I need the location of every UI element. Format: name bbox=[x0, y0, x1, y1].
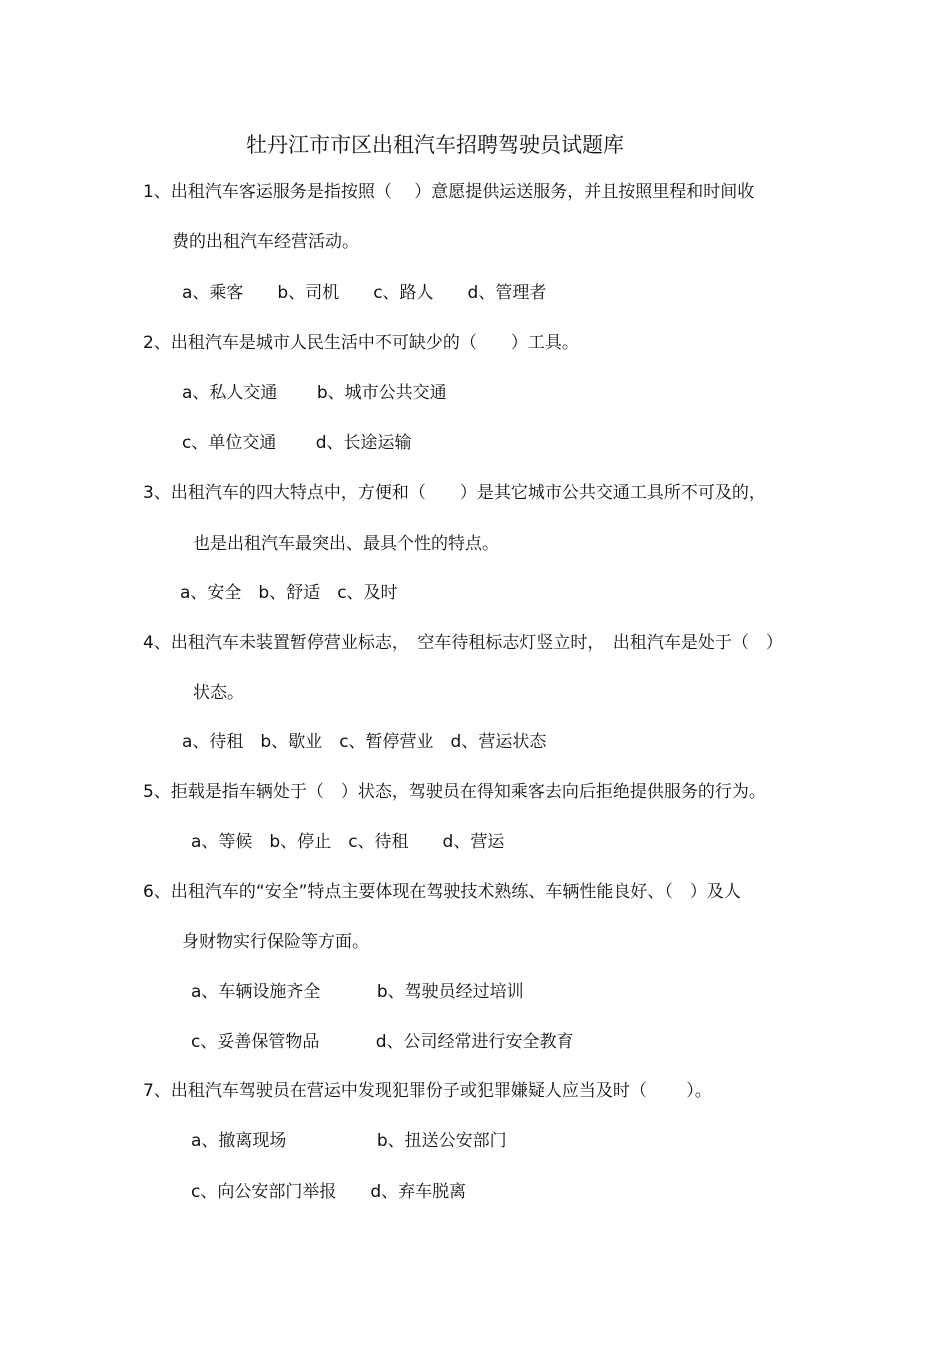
question-4-line-2: 状态。 bbox=[193, 683, 244, 703]
question-3-line-1: 3、出租汽车的四大特点中，方便和（ ）是其它城市公共交通工具所不可及的， bbox=[143, 483, 766, 503]
question-2-options-1: a、私人交通 b、城市公共交通 bbox=[182, 383, 447, 403]
question-7-options-2: c、向公安部门举报 d、弃车脱离 bbox=[191, 1182, 467, 1202]
question-6-options-2: c、妥善保管物品 d、公司经常进行安全教育 bbox=[191, 1032, 574, 1052]
document-title: 牡丹江市市区出租汽车招聘驾驶员试题库 bbox=[246, 133, 624, 157]
question-3-line-2: 也是出租汽车最突出、最具个性的特点。 bbox=[193, 534, 499, 554]
question-5-options: a、等候 b、停止 c、待租 d、营运 bbox=[191, 832, 505, 852]
question-4-line-1: 4、出租汽车未装置暂停营业标志， 空车待租标志灯竖立时， 出租汽车是处于（ ） bbox=[143, 633, 783, 653]
question-6-line-2: 身财物实行保险等方面。 bbox=[182, 932, 369, 952]
question-3-options: a、安全 b、舒适 c、及时 bbox=[180, 583, 398, 603]
question-1-line-1: 1、出租汽车客运服务是指按照（ ）意愿提供运送服务，并且按照里程和时间收 bbox=[143, 182, 755, 202]
question-7-options-1: a、撤离现场 b、扭送公安部门 bbox=[191, 1131, 507, 1151]
question-1-line-2: 费的出租汽车经营活动。 bbox=[172, 232, 359, 252]
question-4-options: a、待租 b、歇业 c、暂停营业 d、营运状态 bbox=[182, 732, 547, 752]
question-7-line-1: 7、出租汽车驾驶员在营运中发现犯罪份子或犯罪嫌疑人应当及时（ ）。 bbox=[143, 1081, 712, 1101]
question-5-line-1: 5、拒载是指车辆处于（ ）状态，驾驶员在得知乘客去向后拒绝提供服务的行为。 bbox=[143, 782, 766, 802]
question-2-options-2: c、单位交通 d、长途运输 bbox=[182, 433, 412, 453]
question-6-options-1: a、车辆设施齐全 b、驾驶员经过培训 bbox=[191, 982, 524, 1002]
question-2-line-1: 2、出租汽车是城市人民生活中不可缺少的（ ）工具。 bbox=[143, 333, 579, 353]
question-1-options: a、乘客 b、司机 c、路人 d、管理者 bbox=[182, 283, 547, 303]
question-6-line-1: 6、出租汽车的“安全”特点主要体现在驾驶技术熟练、车辆性能良好、（ ）及人 bbox=[143, 882, 741, 902]
